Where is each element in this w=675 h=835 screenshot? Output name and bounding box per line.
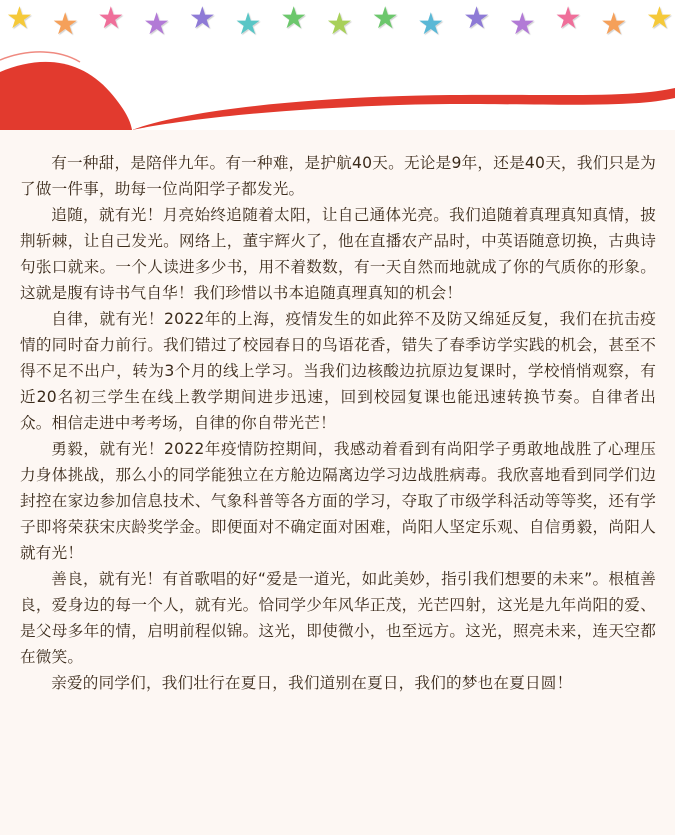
- star-icon: ★: [554, 1, 582, 36]
- star-garland: [0, 0, 675, 46]
- star-icon: ★: [188, 1, 216, 36]
- star-icon: ★: [6, 1, 33, 36]
- star-icon: ★: [463, 1, 491, 36]
- star-icon: ★: [417, 7, 445, 42]
- star-icon: ★: [600, 7, 628, 42]
- star-icon: ★: [143, 7, 171, 42]
- star-icon: ★: [646, 1, 673, 36]
- paragraph-follow: 追随，就有光！月亮始终追随着太阳，让自己通体光亮。我们追随着真理真知真情，披荆斩棘，让自己发光。网络上，董宇辉火了，他在直播农产品时，中英语随意切换，古典诗句张口就来。一个人读进多少书，用不着数数，有一天自然而地就成了你的气质你的形象。这就是腹有诗书气自华！我们珍惜以书本追随真理真知的机会！: [20, 206, 656, 302]
- star-icon: ★: [326, 7, 353, 42]
- article-body: [20, 150, 656, 696]
- star-icon: ★: [97, 1, 125, 36]
- star-icon: ★: [508, 7, 536, 42]
- star-icon: ★: [234, 7, 262, 42]
- paragraph-intro: 有一种甜，是陪伴九年。有一种难，是护航40天。无论是9年，还是40天，我们只是为了做一件事，助每一位尚阳学子都发光。: [20, 154, 656, 198]
- paragraph-closing: 亲爱的同学们，我们壮行在夏日，我们道别在夏日，我们的梦也在夏日圆！: [51, 674, 573, 692]
- decorative-header: [0, 0, 675, 130]
- star-icon: ★: [371, 1, 399, 36]
- paragraph-kindness: 善良，就有光！有首歌唱的好“爱是一道光，如此美妙，指引我们想要的未来”。根植善良，爱身边的每一个人，就有光。恰同学少年风华正茂，光芒四射，这光是九年尚阳的爱、是父母多年的情，启明前程似锦。这光，即使微小，也至远方。这光，照亮未来，连天空都在微笑。: [20, 570, 656, 666]
- paragraph-courage: 勇毅，就有光！2022年疫情防控期间，我感动着看到有尚阳学子勇敢地战胜了心理压力身体挑战，那么小的同学能独立在方舱边隔离边学习边战胜病毒。我欣喜地看到同学们边封控在家边参加信息技术、气象科普等各方面的学习，夺取了市级学科活动等等奖，还有学子即将荣获宋庆龄奖学金。即便面对不确定面对困难，尚阳人坚定乐观、自信勇毅，尚阳人就有光！: [20, 440, 656, 562]
- star-icon: ★: [51, 7, 79, 42]
- star-icon: ★: [280, 1, 308, 36]
- paragraph-discipline: 自律，就有光！2022年的上海，疫情发生的如此猝不及防又绵延反复，我们在抗击疫情的同时奋力前行。我们错过了校园春日的鸟语花香，错失了春季访学实践的机会，甚至不得不足不出户，转为3个月的线上学习。当我们边核酸边抗原边复课时，学校悄悄观察，有近20名初三学生在线上教学期间进步迅速，回到校园复课也能迅速转换节奏。自律者出众。相信走进中考考场，自律的你自带光芒！: [20, 310, 656, 432]
